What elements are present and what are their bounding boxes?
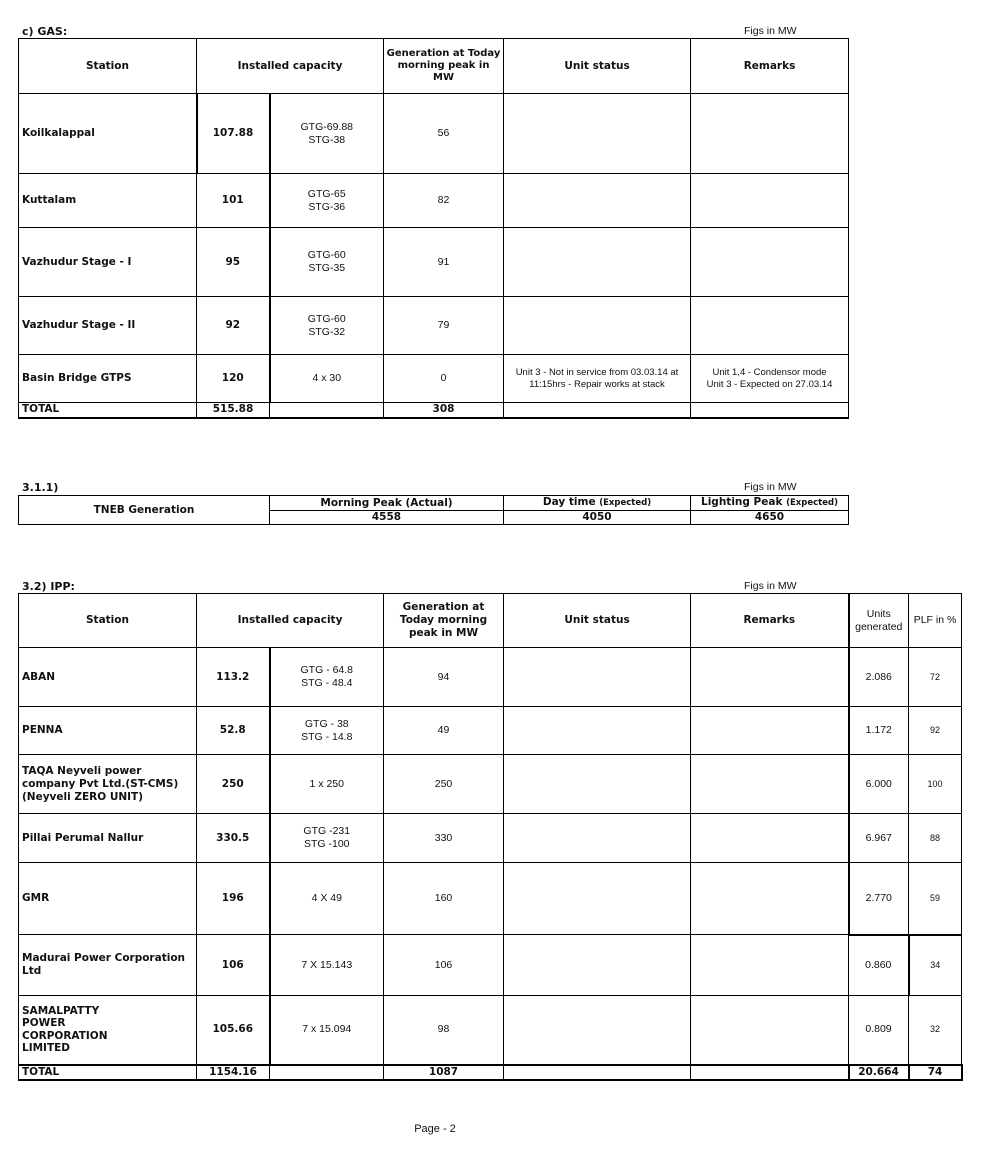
gas-remarks-cell [691,228,849,297]
ipp-detail-cell: 7 x 15.094 [270,996,384,1065]
gas-unit-status-cell [504,174,691,228]
gas-remarks-cell: Unit 1,4 - Condensor mode Unit 3 - Expected on 27.03.14 [691,355,849,403]
tneb-generation-label: TNEB Generation [19,496,270,525]
gas-generation-cell: 91 [384,228,504,297]
ipp-capacity-cell: 52.8 [197,707,270,755]
ipp-row [19,814,962,863]
ipp-row [19,648,962,707]
ipp-row [19,996,962,1065]
ipp-remarks-cell [691,814,849,863]
tneb-day-time-sub: (Expected) [599,498,652,508]
ipp-units-cell: 0.860 [849,935,909,996]
gas-capacity-cell: 95 [197,228,270,297]
tneb-lighting-peak-sub: (Expected) [786,498,838,508]
gas-station-cell: Vazhudur Stage - I [19,228,197,297]
ipp-row [19,863,962,935]
tneb-day-time-label: Day time [542,496,596,508]
ipp-station-cell: Pillai Perumal Nallur [19,814,197,863]
gas-header-generation: Generation at Today morning peak in MW [384,39,504,94]
ipp-remarks-cell [691,755,849,814]
gas-row [19,355,849,403]
gas-station-cell: Kuttalam [19,174,197,228]
ipp-section-title: 3.2) IPP: [22,580,75,593]
ipp-total-units: 20.664 [849,1065,909,1080]
gas-station-cell: Basin Bridge GTPS [19,355,197,403]
ipp-total-row [19,1065,962,1080]
ipp-remarks-cell [691,996,849,1065]
ipp-station-cell: GMR [19,863,197,935]
gas-total-label: TOTAL [19,403,197,418]
ipp-row [19,935,962,996]
ipp-header-plf: PLF in % [909,594,962,648]
ipp-header-remarks: Remarks [691,594,849,648]
ipp-total-label: TOTAL [19,1065,197,1080]
gas-detail-cell: GTG-65 STG-36 [270,174,384,228]
ipp-unit-status-cell [504,863,691,935]
gas-row [19,228,849,297]
ipp-header-installed-capacity: Installed capacity [197,594,384,648]
gas-remarks-cell [691,174,849,228]
gas-remarks-cell [691,94,849,174]
ipp-generation-cell: 98 [384,996,504,1065]
gas-capacity-cell: 92 [197,297,270,355]
ipp-generation-cell: 49 [384,707,504,755]
tneb-section-title: 3.1.1) [22,481,59,494]
ipp-generation-cell: 330 [384,814,504,863]
gas-detail-cell: GTG-60 STG-32 [270,297,384,355]
ipp-total-generation: 1087 [384,1065,504,1080]
ipp-detail-cell: 1 x 250 [270,755,384,814]
ipp-total-empty [270,1065,384,1080]
gas-table [18,38,849,419]
ipp-plf-cell: 34 [909,935,962,996]
ipp-units-cell: 0.809 [849,996,909,1065]
gas-row [19,297,849,355]
tneb-table [18,495,849,525]
ipp-header-generation: Generation at Today morning peak in MW [384,594,504,648]
ipp-plf-cell: 100 [909,755,962,814]
ipp-detail-cell: GTG - 38 STG - 14.8 [270,707,384,755]
ipp-unit-status-cell [504,935,691,996]
ipp-remarks-cell [691,648,849,707]
ipp-plf-cell: 59 [909,863,962,935]
ipp-generation-cell: 94 [384,648,504,707]
ipp-generation-cell: 160 [384,863,504,935]
gas-unit-status-cell: Unit 3 - Not in service from 03.03.14 at 11:15hrs - Repair works at stack [504,355,691,403]
ipp-unit-status-cell [504,755,691,814]
ipp-header-unit-status: Unit status [504,594,691,648]
ipp-remarks-cell [691,863,849,935]
ipp-station-cell: SAMALPATTY POWER CORPORATION LIMITED [19,996,197,1065]
ipp-plf-cell: 72 [909,648,962,707]
gas-row [19,174,849,228]
tneb-lighting-peak-value: 4650 [691,511,849,525]
ipp-capacity-cell: 105.66 [197,996,270,1065]
page-number: Page - 2 [414,1123,456,1135]
ipp-units-cell: 2.770 [849,863,909,935]
ipp-station-cell: ABAN [19,648,197,707]
ipp-capacity-cell: 106 [197,935,270,996]
gas-header-installed-capacity: Installed capacity [197,39,384,94]
gas-total-capacity: 515.88 [197,403,270,418]
gas-station-cell: Vazhudur Stage - II [19,297,197,355]
tneb-day-time-value: 4050 [504,511,691,525]
ipp-plf-cell: 88 [909,814,962,863]
gas-unit-status-cell [504,94,691,174]
gas-total-row [19,403,849,418]
gas-generation-cell: 82 [384,174,504,228]
ipp-total-capacity: 1154.16 [197,1065,270,1080]
ipp-capacity-cell: 113.2 [197,648,270,707]
tneb-morning-peak-value: 4558 [270,511,504,525]
gas-capacity-cell: 101 [197,174,270,228]
gas-header-remarks: Remarks [691,39,849,94]
ipp-detail-cell: 4 X 49 [270,863,384,935]
gas-generation-cell: 0 [384,355,504,403]
gas-header-station: Station [19,39,197,94]
tneb-lighting-peak-label: Lighting Peak [701,496,783,508]
tneb-figs-note: Figs in MW [744,481,797,493]
ipp-detail-cell: GTG - 64.8 STG - 48.4 [270,648,384,707]
tneb-lighting-peak-header [691,496,849,511]
gas-detail-cell: GTG-69.88 STG-38 [270,94,384,174]
gas-capacity-cell: 120 [197,355,270,403]
ipp-plf-cell: 32 [909,996,962,1065]
gas-unit-status-cell [504,228,691,297]
ipp-detail-cell: GTG -231 STG -100 [270,814,384,863]
ipp-units-cell: 2.086 [849,648,909,707]
ipp-remarks-cell [691,935,849,996]
ipp-plf-cell: 92 [909,707,962,755]
ipp-units-cell: 1.172 [849,707,909,755]
gas-generation-cell: 56 [384,94,504,174]
ipp-total-empty [504,1065,691,1080]
gas-remarks-cell [691,297,849,355]
gas-station-cell: Koilkalappal [19,94,197,174]
tneb-day-time-header [504,496,691,511]
gas-total-generation: 308 [384,403,504,418]
ipp-total-empty [691,1065,849,1080]
ipp-unit-status-cell [504,707,691,755]
gas-section-title: c) GAS: [22,25,68,38]
ipp-row [19,755,962,814]
gas-figs-note: Figs in MW [744,25,797,37]
ipp-header-station: Station [19,594,197,648]
gas-total-empty [270,403,384,418]
ipp-station-cell: TAQA Neyveli power company Pvt Ltd.(ST-CMS) (Neyveli ZERO UNIT) [19,755,197,814]
ipp-units-cell: 6.000 [849,755,909,814]
ipp-row [19,707,962,755]
ipp-figs-note: Figs in MW [744,580,797,592]
ipp-units-cell: 6.967 [849,814,909,863]
ipp-station-cell: Madurai Power Corporation Ltd [19,935,197,996]
ipp-total-plf: 74 [909,1065,962,1080]
ipp-generation-cell: 250 [384,755,504,814]
gas-header-unit-status: Unit status [504,39,691,94]
gas-total-empty [691,403,849,418]
ipp-unit-status-cell [504,814,691,863]
gas-total-empty [504,403,691,418]
ipp-detail-cell: 7 X 15.143 [270,935,384,996]
ipp-generation-cell: 106 [384,935,504,996]
ipp-capacity-cell: 330.5 [197,814,270,863]
gas-unit-status-cell [504,297,691,355]
ipp-unit-status-cell [504,996,691,1065]
gas-detail-cell: GTG-60 STG-35 [270,228,384,297]
ipp-station-cell: PENNA [19,707,197,755]
gas-capacity-cell: 107.88 [197,94,270,174]
gas-row [19,94,849,174]
gas-generation-cell: 79 [384,297,504,355]
ipp-remarks-cell [691,707,849,755]
ipp-header-units-generated: Units generated [849,594,909,648]
ipp-capacity-cell: 196 [197,863,270,935]
ipp-unit-status-cell [504,648,691,707]
ipp-table [18,593,963,1081]
gas-detail-cell: 4 x 30 [270,355,384,403]
tneb-morning-peak-label: Morning Peak (Actual) [270,496,504,511]
ipp-capacity-cell: 250 [197,755,270,814]
